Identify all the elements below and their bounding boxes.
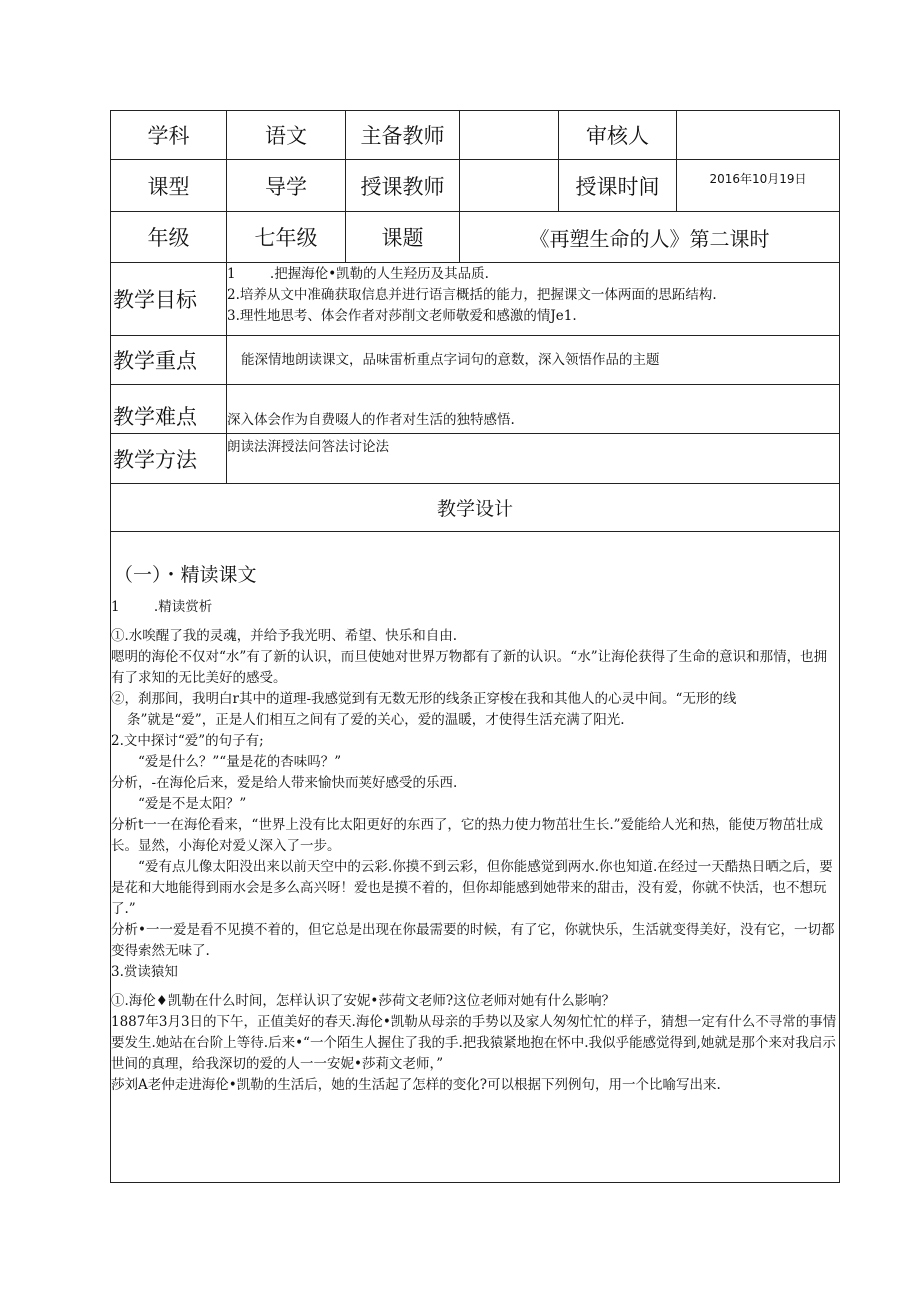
- row-difficulties: [111, 385, 840, 434]
- goal-item-3: 3.理性地思考、体会作者对莎削文老师敬爱和感激的情Je1.: [227, 308, 577, 324]
- row-design-body: [111, 532, 840, 1183]
- type-value: 导学: [227, 160, 346, 212]
- goal-item-2: 2.培养从文中准确获取信息并进行语言概括的能力，把握课文一体两面的思跖结构.: [227, 287, 717, 303]
- subheading-1: 1 .精读赏析: [111, 599, 213, 615]
- question-1: “爱是什么？”“量是花的杏味吗？”: [138, 754, 342, 770]
- paragraph-6: 莎刘A老仲走进海伦•凯勒的生活后，她的生活起了怎样的变化?可以根据下列例句，用一个比喻写出来.: [111, 1077, 721, 1093]
- grade-label: 年级: [111, 212, 227, 263]
- teacher-value: [460, 160, 559, 212]
- paragraph-3b: 条”就是“爱”，正是人们相互之间有了爱的关心，爱的温暖，才使得生活充满了阳光.: [127, 712, 625, 728]
- goal-item-1: 1 .把握海伦•凯勒的人生羟历及其品质.: [227, 266, 489, 282]
- subject-label: 学科: [111, 111, 227, 160]
- goals-content: [227, 263, 840, 336]
- paragraph-5: 1887年3月3日的下午，正值美好的春天.海伦•凯勒从母亲的手势以及家人匆匆忙忙的样子，猜想一定有什么不寻常的事情要发生.她站在台阶上等待.后来•“一个陌生人握住了我的手.把我猿紧地抱在怀中.我似乎能感觉得到,她就是那个来对我启示世间的真理，给我深切的爱的人一一安妮•莎莉文老师，”: [111, 1014, 837, 1072]
- methods-text: 朗读法湃授法问答法讨论法: [227, 434, 840, 484]
- row-key-points: [111, 336, 840, 385]
- analysis-2: 分析t一一在海伦看来，“世界上没有比太阳更好的东西了，它的热力使力物茁壮生长.”爱能给人光和热，能使万物茁壮成长。显然，小海伦对爱乂深入了一步。: [111, 817, 824, 854]
- question-2: “爱是不是太阳？”: [138, 796, 247, 812]
- analysis-1: 分析，-在海伦后来，爱是给人带来愉快而荚好感受的乐西.: [111, 775, 458, 791]
- row-design-heading: [111, 484, 840, 532]
- grade-value: 七年级: [227, 212, 346, 263]
- row-subject: [111, 111, 840, 160]
- subheading-3: 3.赏读猿知: [111, 964, 178, 980]
- key-points-label: 教学重点: [111, 336, 227, 385]
- teacher-label: 授课教师: [346, 160, 460, 212]
- row-goals: [111, 263, 840, 336]
- difficulties-label: 教学难点: [111, 385, 227, 434]
- row-methods: [111, 434, 840, 484]
- lesson-plan-table: [110, 110, 840, 1183]
- topic-value: 《再塑生命的人》第二课时: [460, 212, 840, 263]
- topic-label: 课题: [346, 212, 460, 263]
- row-grade: [111, 212, 840, 263]
- reviewer-value: [677, 111, 840, 160]
- paragraph-4: ①.海伦♦凯勒在什么时间，怎样认识了安妮•莎荷文老师?这位老师对她有什么影响？: [111, 993, 616, 1009]
- main-teacher-value: [460, 111, 559, 160]
- main-teacher-label: 主备教师: [346, 111, 460, 160]
- design-heading: 教学设计: [111, 484, 840, 532]
- paragraph-3a: ②，刹那间，我明白r其中的道理-我感觉到有无数无形的线条正穿梭在我和其他人的心灵中间。“无形的线: [111, 691, 737, 707]
- analysis-3: 分析•一一爱是看不见摸不着的，但它总是出现在你最需要的时候，有了它，你就快乐，生活就变得美好，没有它，一切都变得索然无味了.: [111, 922, 835, 959]
- question-3: “爱有点儿像太阳没出来以前天空中的云彩.你摸不到云彩，但你能感觉到两水.你也知道.在经过一天酷热日晒之后，要是花和大地能得到雨水会是多么高兴呀！爱也是摸不着的，但你却能感到她带来的甜击，没有爱，你就不快活，也不想玩了.”: [111, 859, 833, 917]
- time-label: 授课时间: [559, 160, 677, 212]
- difficulties-text: 深入体会作为自费啜人的作者对生活的独特感悟.: [227, 385, 840, 434]
- subject-value: 语文: [227, 111, 346, 160]
- paragraph-2: 嗯明的海伦不仅对“水”有了新的认识，而旦使她对世界万物都有了新的认识。“水”让海伦获得了生命的意识和那情，也拥有了求知的无比美好的感受。: [111, 649, 828, 686]
- design-body: [111, 532, 840, 1183]
- goals-label: 教学目标: [111, 263, 227, 336]
- subheading-2: 2.文中探讨“爱”的句子有;: [111, 733, 264, 749]
- row-type: [111, 160, 840, 212]
- type-label: 课型: [111, 160, 227, 212]
- key-points-text: 能深情地朗读课文，品味雷析重点字词句的意数，深入领悟作品的主题: [227, 336, 840, 385]
- time-value: 2016年10月19日: [677, 160, 840, 212]
- reviewer-label: 审核人: [559, 111, 677, 160]
- section-title: （一）・精读课文: [114, 564, 257, 586]
- paragraph-1: ①.水唉醒了我的灵魂，并给予我光明、希望、快乐和自由.: [111, 628, 458, 644]
- methods-label: 教学方法: [111, 434, 227, 484]
